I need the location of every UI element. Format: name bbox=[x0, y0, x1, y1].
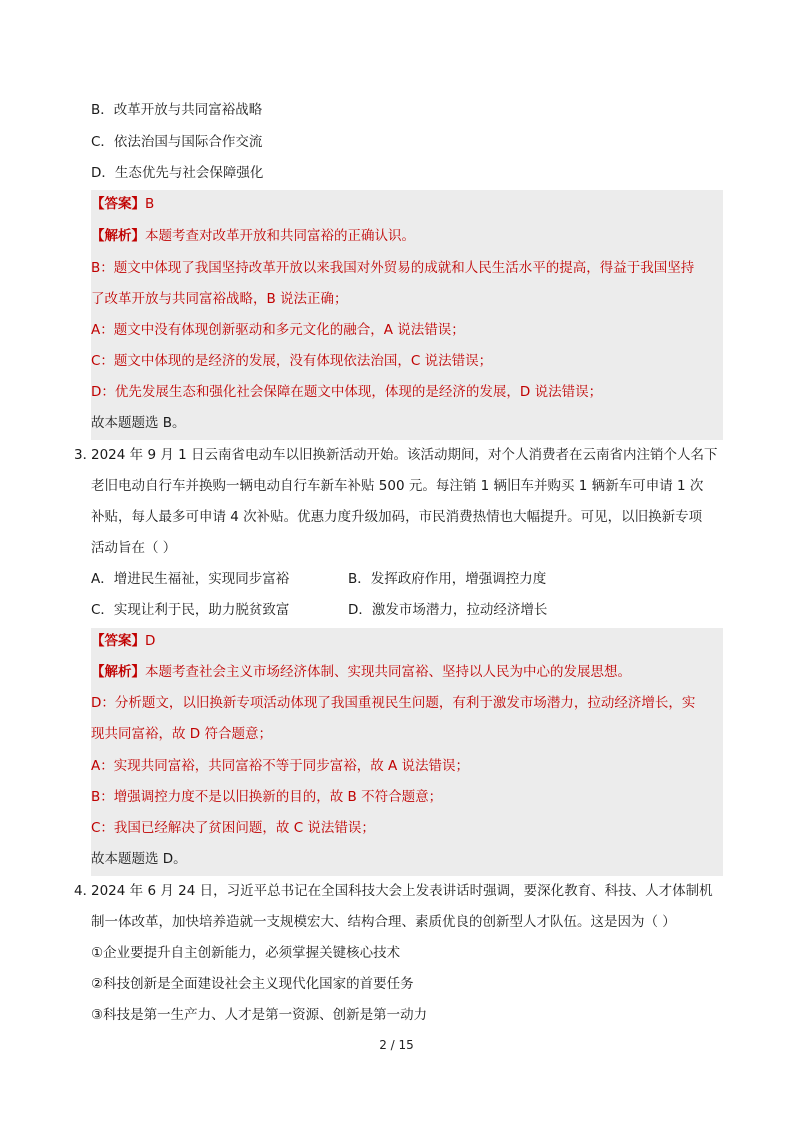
q3-analysis-line: C：我国已经解决了贫困问题，故 C 说法错误； bbox=[91, 820, 375, 836]
q3-stem-line: 2024 年 9 月 1 日云南省电动车以旧换新活动开始。该活动期间，对个人消费者在云南省内注销个人名下 bbox=[91, 447, 718, 463]
q2-analysis-line: D：优先发展生态和强化社会保障在题文中体现，体现的是经济的发展，D 说法错误； bbox=[91, 384, 603, 400]
analysis-text: 本题考查社会主义市场经济体制、实现共同富裕、坚持以人民为中心的发展思想。 bbox=[145, 664, 631, 680]
q2-option-d: D．生态优先与社会保障强化 bbox=[91, 165, 264, 181]
analysis-label: 【解析】 bbox=[91, 664, 145, 680]
q4-stem-line: 制一体改革，加快培养造就一支规模宏大、结构合理、素质优良的创新型人才队伍。这是因为（ ） bbox=[91, 914, 676, 930]
q2-analysis-line: 了改革开放与共同富裕战略，B 说法正确； bbox=[91, 291, 348, 307]
q4-number: 4． bbox=[74, 883, 97, 899]
answer-value: D bbox=[145, 633, 156, 649]
q4-stem-line: 2024 年 6 月 24 日，习近平总书记在全国科技大会上发表讲话时强调，要深化教育、科技、人才体制机 bbox=[91, 883, 713, 899]
q4-item-1: ①企业要提升自主创新能力，必须掌握关键核心技术 bbox=[91, 945, 401, 961]
q2-option-c: C．依法治国与国际合作交流 bbox=[91, 134, 263, 150]
answer-value: B bbox=[145, 196, 155, 212]
q2-analysis-line: A：题文中没有体现创新驱动和多元文化的融合，A 说法错误； bbox=[91, 322, 465, 338]
q3-stem-line: 补贴，每人最多可申请 4 次补贴。优惠力度升级加码，市民消费热情也大幅提升。可见，以旧换新专项 bbox=[91, 509, 703, 525]
analysis-text: 本题考查对改革开放和共同富裕的正确认识。 bbox=[145, 228, 415, 244]
q3-answer bbox=[91, 631, 155, 651]
q3-option-d: D．激发市场潜力，拉动经济增长 bbox=[348, 602, 548, 618]
q4-item-3: ③科技是第一生产力、人才是第一资源、创新是第一动力 bbox=[91, 1007, 428, 1023]
q3-stem-line: 活动旨在（ ） bbox=[91, 540, 177, 556]
q2-analysis-line: B：题文中体现了我国坚持改革开放以来我国对外贸易的成就和人民生活水平的提高，得益于我国坚持 bbox=[91, 260, 695, 276]
q2-answer bbox=[91, 194, 154, 214]
q3-analysis bbox=[91, 662, 631, 682]
q2-option-b: B．改革开放与共同富裕战略 bbox=[91, 102, 263, 118]
q3-analysis-line: A：实现共同富裕，共同富裕不等于同步富裕，故 A 说法错误； bbox=[91, 758, 470, 774]
q3-option-a: A．增进民生福祉，实现同步富裕 bbox=[91, 571, 290, 587]
q3-conclusion: 故本题题选 D。 bbox=[91, 851, 187, 867]
q3-option-c: C．实现让利于民，助力脱贫致富 bbox=[91, 602, 290, 618]
answer-label: 【答案】 bbox=[91, 196, 145, 212]
q2-analysis-line: C：题文中体现的是经济的发展，没有体现依法治国，C 说法错误； bbox=[91, 353, 493, 369]
answer-label: 【答案】 bbox=[91, 633, 145, 649]
q2-conclusion: 故本题题选 B。 bbox=[91, 415, 186, 431]
q3-stem-line: 老旧电动自行车并换购一辆电动自行车新车补贴 500 元。每注销 1 辆旧车并购买 1 辆新车可申请 1 次 bbox=[91, 478, 704, 494]
page-number: 2 / 15 bbox=[379, 1038, 414, 1052]
q3-analysis-line: B：增强调控力度不是以旧换新的目的，故 B 不符合题意； bbox=[91, 789, 443, 805]
analysis-label: 【解析】 bbox=[91, 228, 145, 244]
q3-analysis-line: 现共同富裕，故 D 符合题意； bbox=[91, 726, 272, 742]
q2-analysis bbox=[91, 226, 415, 246]
q3-analysis-line: D：分析题文，以旧换新专项活动体现了我国重视民生问题，有利于激发市场潜力，拉动经济增长，实 bbox=[91, 695, 696, 711]
q4-item-2: ②科技创新是全面建设社会主义现代化国家的首要任务 bbox=[91, 976, 414, 992]
q3-number: 3． bbox=[74, 447, 97, 463]
q3-option-b: B．发挥政府作用，增强调控力度 bbox=[348, 571, 547, 587]
